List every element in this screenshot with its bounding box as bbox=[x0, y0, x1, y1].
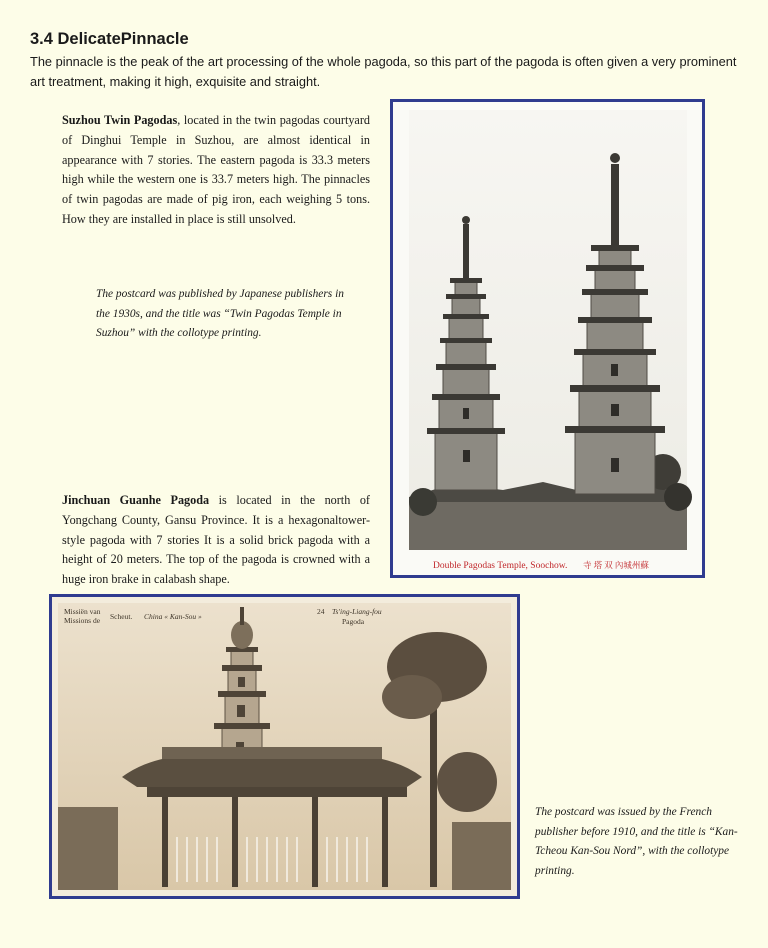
suzhou-postcard-label: Double Pagodas Temple, Soochow. bbox=[433, 561, 568, 571]
suzhou-postcard bbox=[390, 99, 705, 578]
guanhe-pagoda-photo bbox=[52, 597, 517, 896]
jinchuan-postcard-header-left-1: Missiën van bbox=[64, 607, 101, 616]
section-intro: The pinnacle is the peak of the art processing of the whole pagoda, so this part of the pagoda is often given a very prominent art treatment, making it high, exquisite and straight. bbox=[30, 54, 737, 89]
jinchuan-postcard-title-1: Ts'ing-Liang-fou bbox=[332, 607, 382, 616]
jinchuan-postcard-title-2: Pagoda bbox=[342, 617, 365, 626]
suzhou-paragraph bbox=[62, 111, 370, 230]
suzhou-name: Suzhou Twin Pagodas bbox=[62, 113, 178, 127]
jinchuan-postcard-header-mid: Scheut. bbox=[110, 612, 133, 621]
suzhou-postcard-label-cn: 寺 塔 双 內城州蘇 bbox=[583, 560, 649, 570]
suzhou-caption: The postcard was published by Japanese publishers in the 1930s, and the title was “Twin Pagodas Temple in Suzhou” with the collotype printing. bbox=[96, 288, 344, 339]
jinchuan-postcard-region: China « Kan-Sou » bbox=[144, 612, 202, 621]
jinchuan-postcard-header-left-2: Missions de bbox=[64, 616, 101, 625]
jinchuan-text: is located in the north of Yongchang County, Gansu Province. It is a hexagonaltower-style pagoda with 7 stories It is a solid brick pagoda with a height of 20 meters. The top of the pagoda is crowned with a huge iron brake in calabash shape. bbox=[62, 493, 370, 587]
jinchuan-postcard-number: 24 bbox=[317, 607, 325, 616]
section-title: 3.4 DelicatePinnacle bbox=[30, 30, 189, 48]
jinchuan-name: Jinchuan Guanhe Pagoda bbox=[62, 493, 210, 507]
jinchuan-postcard bbox=[49, 594, 520, 899]
twin-pagodas-photo bbox=[393, 102, 702, 575]
jinchuan-paragraph bbox=[62, 491, 370, 590]
jinchuan-caption: The postcard was issued by the French publisher before 1910, and the title is “Kan-Tcheou Kan-Sou Nord”, with the collotype printing. bbox=[535, 806, 738, 877]
suzhou-text: , located in the twin pagodas courtyard of Dinghui Temple in Suzhou, are almost identical in appearance with 7 stories. The eastern pagoda is 33.3 meters high while the western one is 33.7 meters high. The pinnacles of twin pagodas are made of pig iron, each weighing 5 tons. How they are installed in place is still unsolved. bbox=[62, 113, 370, 226]
